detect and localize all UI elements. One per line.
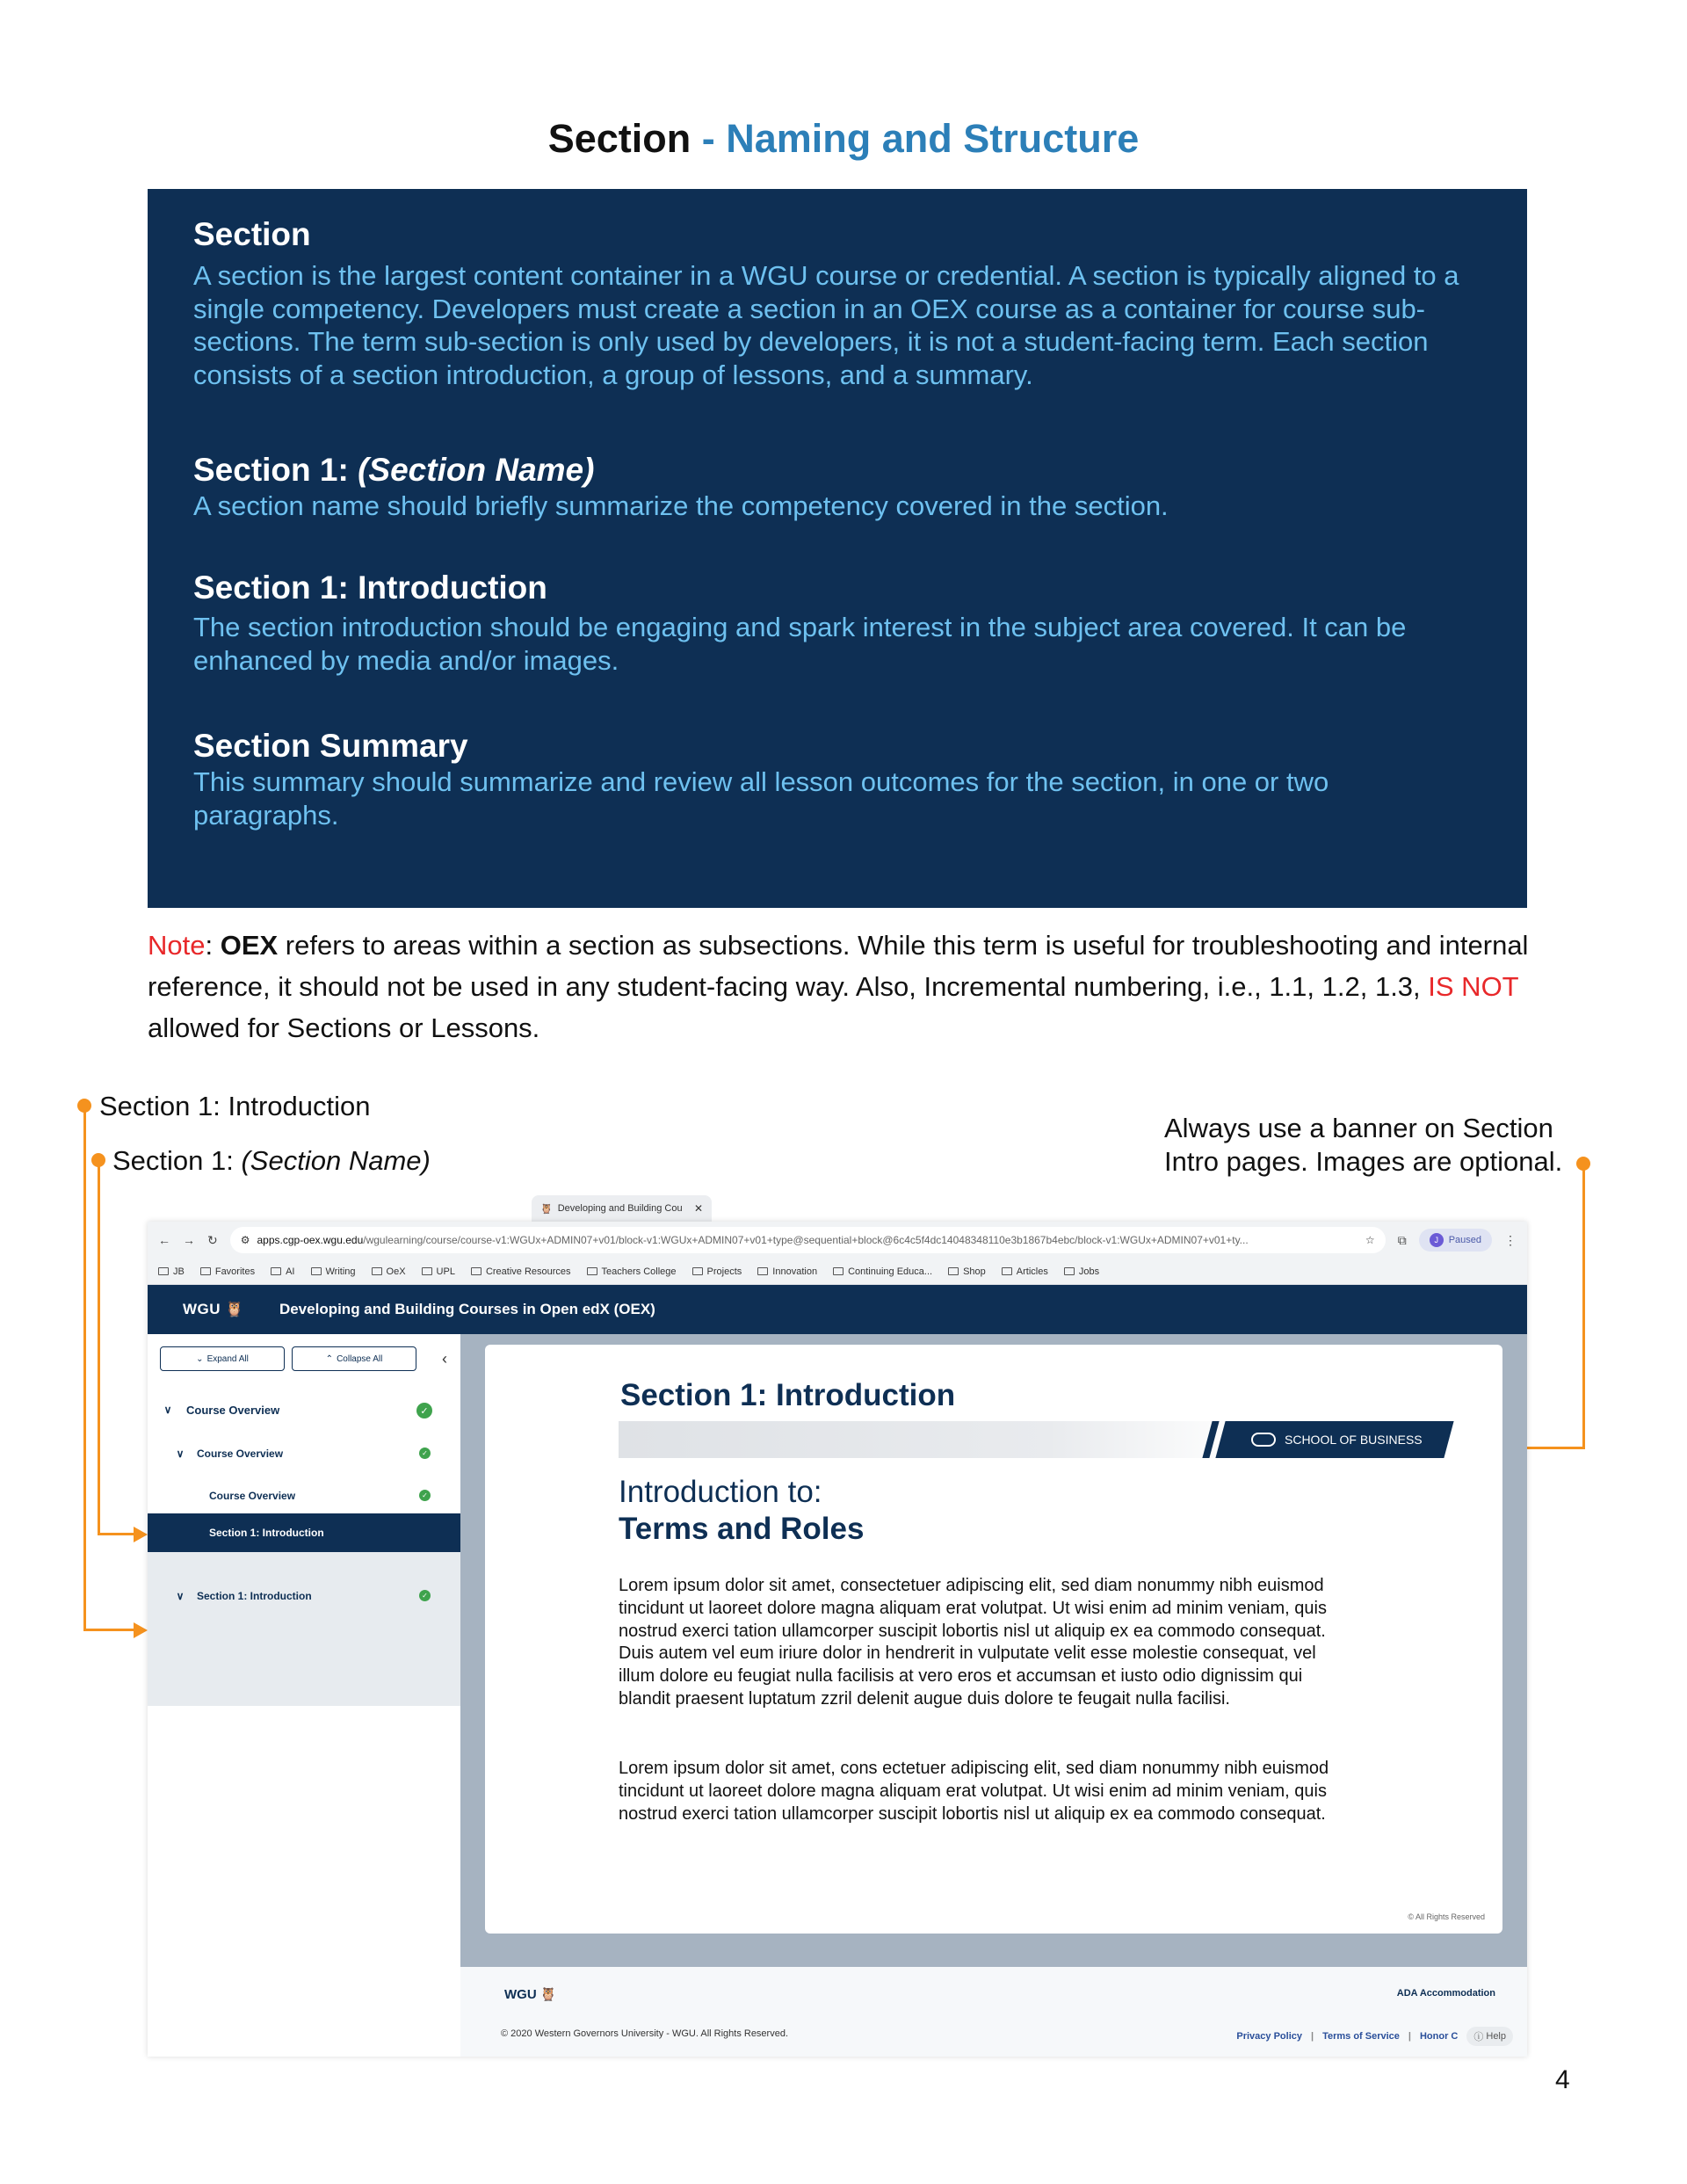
note-text-end: allowed for Sections or Lessons. [148,1012,540,1043]
back-icon[interactable]: ← [158,1233,170,1247]
connector-line [98,1160,100,1535]
folder-icon [271,1267,281,1275]
owl-icon [1251,1433,1276,1447]
logo-text: WGU [183,1301,221,1317]
callout-name-italic: (Section Name) [241,1145,431,1176]
owl-icon: 🦉 [225,1301,244,1317]
folder-icon [1064,1267,1075,1275]
profile-button[interactable] [1419,1229,1492,1252]
definition-text: A section is the largest content container in a WGU course or credential. A section is typically aligned to a single competency. Developers must create a section in an OEX course as a container for course sub-sections. The term sub-section is only used by developers, it is not a student-facing term. Each section consists of a section introduction, a group of lessons, and a summary. [193,260,1459,390]
help-button[interactable] [1466,2027,1513,2046]
folder-icon [692,1267,703,1275]
unit-title: Section 1: Introduction [620,1378,956,1412]
collapse-all-button[interactable] [292,1346,416,1371]
site-info-icon[interactable]: ⚙ [240,1234,250,1246]
bookmark-label: OeX [386,1266,406,1277]
bookmark-item[interactable] [692,1266,742,1277]
title-main: Section [547,116,691,161]
note-bold: OEX [220,930,279,961]
outline-label: Course Overview [197,1448,284,1460]
chevron-up-icon: ⌃ [325,1353,334,1364]
bookmark-item[interactable] [1002,1266,1048,1277]
outline-label: Section 1: Introduction [197,1590,312,1602]
definition-heading-text: Section 1: [193,452,358,488]
connector-line [1582,1164,1585,1448]
folder-icon [200,1267,211,1275]
callout-banner-line2: Intro pages. Images are optional. [1164,1146,1563,1177]
honor-link[interactable]: Honor C [1419,2031,1459,2042]
help-icon: ⓘ [1473,2032,1484,2043]
definition-text: A section name should briefly summarize the competency covered in the section. [193,490,1169,521]
bookmark-item[interactable] [587,1266,677,1277]
url-path: /wgulearning/course/course-v1:WGUx+ADMIN07+v01/block-v1:WGUx+ADMIN07+v01+type@sequential+block@6c4c5f4dc14048348110e3b1867b4ebc/block-v1:WGUx+ADMIN07+v01+ty... [363,1234,1249,1246]
complete-check-icon: ✓ [419,1590,431,1601]
note-emphasis: IS NOT [1428,971,1519,1002]
chevron-down-icon: ∨ [176,1448,185,1460]
bookmark-label: Writing [325,1266,356,1277]
connector-line [83,1629,140,1631]
folder-icon [311,1267,322,1275]
definition-heading: Section Summary [193,728,468,764]
address-bar[interactable] [230,1227,1386,1253]
section-banner [619,1421,1423,1458]
bookmark-label: Favorites [214,1266,256,1277]
app-header [148,1285,1527,1334]
body-paragraph: Lorem ipsum dolor sit amet, consectetuer adipiscing elit, sed diam nonummy nibh euismod tincidunt ut laoreet dolore magna aliquam erat volutpat. Ut wisi enim ad minim veniam, quis nostrud exerci tation ullamcorper suscipit lobortis nisl ut aliquip ex ea commodo consequat. Duis autem vel eum iriure dolor in hendrerit in vulputate velit esse molestie consequat, vel illum dolore eu feugiat nulla facilisis at vero eros et accumsan et iusto odio dignissim qui blandit praesent luptatum zzril delenit augue duis dolore te feugait nulla facilisi. [619,1576,1327,1709]
definition-heading: Section 1: Introduction [193,570,547,606]
ada-link[interactable]: ADA Accommodation [1396,1988,1495,1999]
page-title [0,116,1687,162]
outline-item-course-overview[interactable] [148,1394,460,1426]
outline-toolbar [148,1334,460,1383]
footer-copyright: © 2020 Western Governors University - WGU. All Rights Reserved. [501,2028,789,2039]
help-label: Help [1486,2031,1506,2042]
bookmark-item[interactable] [833,1266,932,1277]
link-divider: | [1408,2031,1411,2042]
menu-icon[interactable]: ⋮ [1504,1232,1517,1247]
complete-check-icon: ✓ [419,1448,431,1459]
note-label: Note [148,930,206,961]
bookmark-item[interactable] [158,1266,185,1277]
folder-icon [158,1267,169,1275]
folder-icon [757,1267,768,1275]
expand-all-label: Expand All [206,1353,249,1364]
folder-icon [422,1267,432,1275]
chevron-down-icon: ∨ [176,1590,185,1602]
page-number: 4 [1555,2065,1570,2094]
bookmark-item[interactable] [372,1266,406,1277]
callout-section-name [112,1144,431,1178]
bookmark-label: Continuing Educa... [848,1266,933,1277]
outline-item-active-unit[interactable] [148,1513,481,1552]
complete-check-icon: ✓ [419,1490,431,1501]
note-colon: : [205,930,221,961]
extensions-icon[interactable]: ⧉ [1397,1232,1407,1247]
bookmark-item[interactable] [471,1266,571,1277]
browser-toolbar [148,1222,1527,1259]
definition-section [193,215,1481,391]
banner-label-text: SCHOOL OF BUSINESS [1285,1433,1423,1447]
bookmark-star-icon[interactable]: ☆ [1365,1234,1375,1246]
bookmark-label: Projects [706,1266,742,1277]
terms-link[interactable]: Terms of Service [1322,2031,1400,2042]
app-footer [460,1967,1527,2057]
course-title: Developing and Building Courses in Open edX (OEX) [279,1301,655,1317]
intro-subtitle: Introduction to: [619,1475,822,1509]
url-host: apps.cgp-oex.wgu.edu [257,1234,364,1246]
outline-item-section-1-intro[interactable] [148,1580,460,1612]
definition-section-summary [193,727,1481,831]
outline-label: Course Overview [209,1490,296,1502]
definition-heading: Section [193,216,311,252]
browser-tab[interactable] [532,1195,712,1222]
intro-topic: Terms and Roles [619,1512,865,1546]
bookmark-item[interactable] [311,1266,356,1277]
title-accent: - Naming and Structure [691,116,1140,161]
definition-text: The section introduction should be engaging and spark interest in the subject area covered. It can be enhanced by media and/or images. [193,612,1407,676]
definition-heading-italic: (Section Name) [358,452,595,488]
bookmark-item[interactable] [948,1266,986,1277]
bookmark-label: JB [173,1266,185,1277]
outline-label: Course Overview [186,1403,280,1417]
arrow-icon [134,1527,148,1542]
connector-line [83,1106,86,1630]
chevron-down-icon: ∨ [163,1404,172,1416]
avatar: J [1430,1233,1444,1247]
bookmark-label: Teachers College [601,1266,677,1277]
bookmark-label: Creative Resources [485,1266,571,1277]
collapse-sidebar-button[interactable] [427,1334,462,1383]
folder-icon [948,1267,959,1275]
url-text [257,1234,1249,1246]
arrow-icon [134,1622,148,1638]
bookmark-label: AI [286,1266,295,1277]
definition-section-name [193,451,1481,523]
rights-text: © All Rights Reserved [1408,1912,1485,1921]
outline-item-course-overview-sub[interactable] [148,1438,460,1469]
footer-logo[interactable] [504,1986,557,2002]
folder-icon [372,1267,382,1275]
collapse-all-label: Collapse All [337,1353,383,1364]
bookmark-item[interactable] [200,1266,255,1277]
unit-content-card [485,1345,1502,1934]
bookmarks-bar [148,1259,1527,1285]
expand-all-button[interactable] [160,1346,285,1371]
callout-banner-line1: Always use a banner on Section [1164,1113,1553,1143]
bookmark-item[interactable] [271,1266,294,1277]
outline-label: Section 1: Introduction [209,1527,324,1539]
complete-check-icon: ✓ [416,1403,432,1419]
folder-icon [587,1267,597,1275]
callout-intro: Section 1: Introduction [99,1091,371,1121]
footer-logo-text: WGU [504,1987,537,2002]
bookmark-label: UPL [436,1266,455,1277]
close-tab-icon[interactable]: ✕ [693,1202,703,1215]
course-outline-sidebar [148,1334,460,2057]
definitions-panel [148,189,1527,908]
bookmark-item[interactable] [1064,1266,1099,1277]
definition-text: This summary should summarize and review all lesson outcomes for the section, in one or two paragraphs. [193,766,1329,831]
bookmark-item[interactable] [757,1266,817,1277]
note-paragraph [148,925,1553,1048]
profile-status: Paused [1448,1235,1481,1245]
definition-section-intro [193,569,1481,677]
chevron-down-icon: ⌄ [196,1353,204,1364]
browser-screenshot [148,1222,1527,2057]
bookmark-label: Articles [1016,1266,1048,1277]
bookmark-label: Innovation [772,1266,818,1277]
owl-icon: 🦉 [539,1987,557,2002]
wgu-logo[interactable] [183,1301,244,1318]
banner-label [1234,1421,1462,1458]
tab-title: Developing and Building Cou [557,1203,683,1214]
forward-icon[interactable]: → [183,1233,195,1247]
bookmark-label: Shop [963,1266,986,1277]
footer-links [1236,2027,1513,2046]
folder-icon [833,1267,844,1275]
outline-item-course-overview-unit[interactable] [148,1480,460,1512]
callout-banner [1164,1112,1562,1179]
body-paragraph: Lorem ipsum dolor sit amet, cons ectetuer adipiscing elit, sed diam nonummy nibh euismod tincidunt ut laoreet dolore magna aliquam erat volutpat. Ut wisi enim ad minim veniam, quis nostrud exerci tation ullamcorper suscipit lobortis nisl ut aliquip ex ea commodo consequat. [619,1759,1329,1824]
link-divider: | [1310,2031,1314,2042]
bookmark-label: Jobs [1078,1266,1100,1277]
chevron-left-icon: ‹ [442,1349,447,1368]
note-text: refers to areas within a section as subsections. While this term is useful for troubleshooting and internal reference, it should not be used in any student-facing way. Also, Incremental numbering, i.e., 1.1, 1.2, 1.3, [148,930,1529,1002]
definition-heading [193,451,1481,490]
bookmark-item[interactable] [422,1266,455,1277]
folder-icon [471,1267,481,1275]
folder-icon [1002,1267,1012,1275]
privacy-link[interactable]: Privacy Policy [1236,2031,1302,2042]
reload-icon[interactable]: ↻ [207,1232,218,1247]
callout-name-prefix: Section 1: [112,1145,242,1176]
favicon-icon: 🦉 [540,1203,553,1215]
